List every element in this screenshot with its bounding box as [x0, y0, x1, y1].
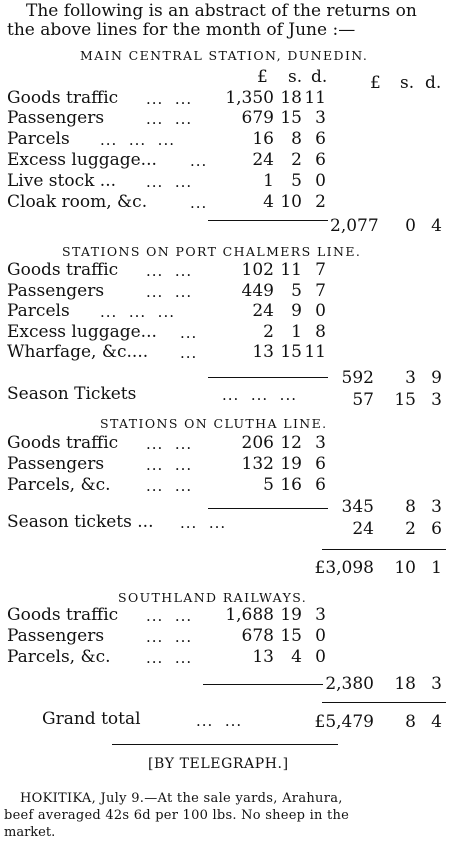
row-shillings: 19: [280, 605, 302, 625]
row-shillings: 4: [291, 647, 302, 667]
section-total-shillings: 18: [394, 674, 416, 694]
row-shillings: 9: [291, 301, 302, 321]
grand-total-shillings: 8: [405, 712, 416, 732]
row-label: Goods traffic: [7, 260, 119, 280]
header-pounds-left: £: [257, 67, 268, 87]
row-pence: 11: [304, 88, 326, 108]
grand-total-label: Grand total: [42, 709, 141, 729]
row-pence: 11: [304, 342, 326, 362]
section-heading-dunedin: MAIN CENTRAL STATION, DUNEDIN.: [80, 48, 369, 63]
row-shillings: 12: [280, 433, 302, 453]
sum-rule: [322, 549, 446, 550]
sum-rule: [203, 684, 323, 685]
row-pounds: 1: [263, 171, 274, 191]
section-total-pounds: 592: [341, 368, 374, 388]
row-pence: 3: [315, 108, 326, 128]
intro-line-1: The following is an abstract of the returns on: [26, 1, 417, 21]
row-pounds: 24: [352, 519, 374, 539]
row-label: Goods traffic: [7, 88, 119, 108]
row-pence: 7: [315, 281, 326, 301]
section-heading-southland: SOUTHLAND RAILWAYS.: [118, 590, 308, 605]
row-dots: ... ...: [146, 456, 193, 474]
row-pounds: 13: [252, 647, 274, 667]
row-pence: 3: [315, 605, 326, 625]
row-dots: ... ...: [146, 477, 193, 495]
row-dots: ... ... ...: [222, 386, 297, 404]
row-pounds: 132: [241, 454, 274, 474]
row-dots: ... ...: [180, 514, 227, 532]
row-pounds: 24: [252, 301, 274, 321]
row-label: Excess luggage...: [7, 322, 157, 342]
row-pounds: 678: [241, 626, 274, 646]
row-shillings: 15: [394, 390, 416, 410]
news-line-2: beef averaged 42s 6d per 100 lbs. No sheep in the: [4, 808, 350, 823]
row-dots: ... ... ...: [100, 131, 175, 149]
row-pounds: 206: [241, 433, 274, 453]
row-label: Live stock ...: [7, 171, 117, 191]
row-dots: ...: [190, 152, 208, 170]
row-pounds: 16: [252, 129, 274, 149]
row-pence: 0: [315, 301, 326, 321]
header-shillings-right: s.: [400, 73, 415, 93]
header-pounds-right: £: [370, 73, 381, 93]
row-shillings: 2: [405, 519, 416, 539]
intro-line-2: the above lines for the month of June :—: [7, 20, 356, 40]
row-pence: 3: [431, 390, 442, 410]
row-pence: 0: [315, 171, 326, 191]
row-dots: ...: [190, 194, 208, 212]
sum-rule: [208, 377, 328, 378]
sum-rule: [322, 702, 446, 703]
row-label: Parcels, &c.: [7, 475, 111, 495]
row-label: Goods traffic: [7, 433, 119, 453]
row-dots: ... ... ...: [100, 303, 175, 321]
row-dots: ... ...: [146, 607, 193, 625]
row-pence: 6: [315, 150, 326, 170]
row-dots: ... ...: [146, 173, 193, 191]
row-dots: ... ...: [146, 90, 193, 108]
section-total-pounds: 2,380: [325, 674, 374, 694]
section-total-pence: 9: [431, 368, 442, 388]
row-shillings: 18: [280, 88, 302, 108]
section-total-pence: 4: [431, 216, 442, 236]
section-total-shillings: 0: [405, 216, 416, 236]
divider: [112, 744, 338, 745]
row-label: Parcels: [7, 129, 70, 149]
row-label: Passengers: [7, 108, 105, 128]
subtotal-pounds: £3,098: [314, 558, 374, 578]
row-pence: 6: [315, 475, 326, 495]
header-pence-left: d.: [311, 67, 328, 87]
row-pounds: 449: [241, 281, 274, 301]
row-shillings: 1: [291, 322, 302, 342]
row-dots: ... ...: [146, 628, 193, 646]
grand-total-pounds: £5,479: [314, 712, 374, 732]
row-shillings: 15: [280, 342, 302, 362]
row-label: Goods traffic: [7, 605, 119, 625]
row-shillings: 5: [291, 171, 302, 191]
row-pounds: 679: [241, 108, 274, 128]
section-total-pence: 3: [431, 497, 442, 517]
row-label: Wharfage, &c....: [7, 342, 149, 362]
row-shillings: 2: [291, 150, 302, 170]
row-pence: 7: [315, 260, 326, 280]
row-shillings: 15: [280, 108, 302, 128]
row-label: Parcels: [7, 301, 70, 321]
row-dots: ... ...: [146, 110, 193, 128]
row-dots: ... ...: [146, 283, 193, 301]
row-shillings: 5: [291, 281, 302, 301]
row-pounds: 13: [252, 342, 274, 362]
sum-rule: [208, 220, 328, 221]
row-shillings: 19: [280, 454, 302, 474]
row-pence: 2: [315, 192, 326, 212]
row-pounds: 102: [241, 260, 274, 280]
row-pounds: 1,350: [225, 88, 274, 108]
row-pence: 6: [315, 454, 326, 474]
row-label: Passengers: [7, 626, 105, 646]
row-pounds: 2: [263, 322, 274, 342]
row-label: Excess luggage...: [7, 150, 157, 170]
row-label: Passengers: [7, 281, 105, 301]
row-pence: 6: [315, 129, 326, 149]
header-pence-right: d.: [425, 73, 442, 93]
section-total-pounds: 2,077: [330, 216, 379, 236]
row-pounds: 57: [352, 390, 374, 410]
grand-total-pence: 4: [431, 712, 442, 732]
row-shillings: 10: [280, 192, 302, 212]
row-shillings: 8: [291, 129, 302, 149]
row-pence: 3: [315, 433, 326, 453]
row-dots: ... ...: [146, 435, 193, 453]
section-heading-port-chalmers: STATIONS ON PORT CHALMERS LINE.: [62, 244, 362, 259]
row-dots: ... ...: [146, 649, 193, 667]
section-heading-clutha: STATIONS ON CLUTHA LINE.: [100, 416, 328, 431]
row-pounds: 1,688: [225, 605, 274, 625]
subtotal-shillings: 10: [394, 558, 416, 578]
row-shillings: 15: [280, 626, 302, 646]
section-total-pence: 3: [431, 674, 442, 694]
sum-rule: [208, 508, 328, 509]
header-shillings-left: s.: [288, 67, 303, 87]
row-shillings: 16: [280, 475, 302, 495]
news-line-3: market.: [4, 825, 56, 840]
subtotal-pence: 1: [431, 558, 442, 578]
row-pounds: 5: [263, 475, 274, 495]
telegraph-heading: [BY TELEGRAPH.]: [148, 756, 289, 772]
row-pounds: 4: [263, 192, 274, 212]
row-pence: 0: [315, 626, 326, 646]
row-dots: ... ...: [146, 262, 193, 280]
row-label: Season tickets ...: [7, 512, 154, 532]
row-label: Cloak room, &c.: [7, 192, 148, 212]
section-total-pounds: 345: [341, 497, 374, 517]
row-label: Passengers: [7, 454, 105, 474]
row-label: Season Tickets: [7, 384, 137, 404]
row-pence: 0: [315, 647, 326, 667]
row-dots: ... ...: [196, 712, 243, 730]
row-dots: ...: [180, 324, 198, 342]
row-shillings: 11: [280, 260, 302, 280]
row-pence: 8: [315, 322, 326, 342]
news-line-1: HOKITIKA, July 9.—At the sale yards, Arahura,: [20, 791, 343, 806]
row-pounds: 24: [252, 150, 274, 170]
row-pence: 6: [431, 519, 442, 539]
section-total-shillings: 8: [405, 497, 416, 517]
row-dots: ...: [180, 344, 198, 362]
section-total-shillings: 3: [405, 368, 416, 388]
row-label: Parcels, &c.: [7, 647, 111, 667]
